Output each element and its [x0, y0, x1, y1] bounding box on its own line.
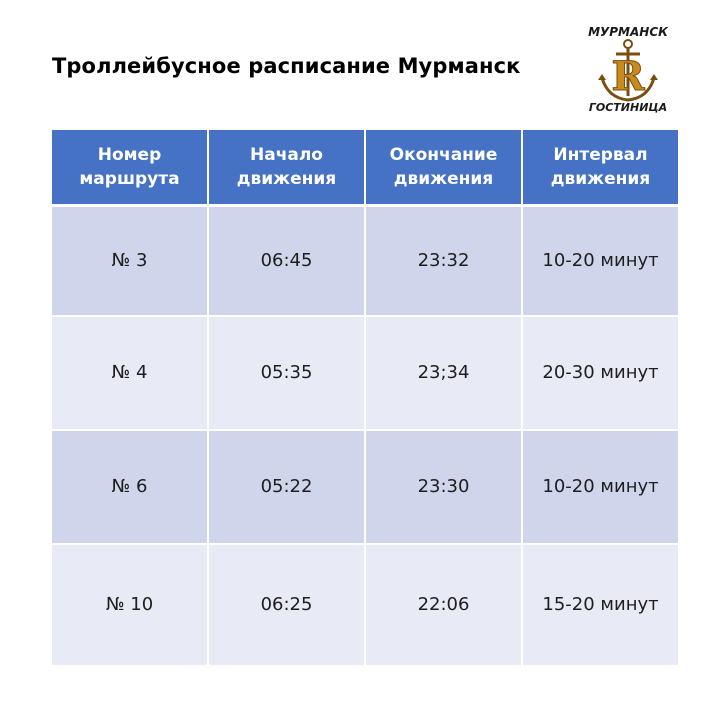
logo-top-text: МУРМАНСК: [588, 25, 668, 39]
header-end-line1: Окончание: [389, 145, 498, 165]
page-title: Троллейбусное расписание Мурманск: [52, 54, 521, 78]
logo-emblem-icon: [586, 22, 670, 116]
cell-interval: 10-20 минут: [522, 430, 679, 544]
cell-interval: 10-20 минут: [522, 206, 679, 316]
header-interval-line2: движения: [550, 169, 651, 189]
header-interval: [522, 129, 679, 206]
hotel-logo: [586, 22, 670, 116]
cell-start: 06:25: [208, 544, 365, 666]
header-start-line2: движения: [236, 169, 337, 189]
header-route-line2: маршрута: [79, 169, 180, 189]
header-end: [365, 129, 522, 206]
cell-route: № 3: [51, 206, 208, 316]
cell-end: 23:32: [365, 206, 522, 316]
cell-end: 22:06: [365, 544, 522, 666]
cell-start: 05:35: [208, 316, 365, 430]
table-row: [51, 430, 679, 544]
header-interval-line1: Интервал: [553, 145, 648, 165]
table-header-row: [51, 129, 679, 206]
logo-bottom-text: ГОСТИНИЦА: [588, 101, 668, 114]
header-start-line1: Начало: [250, 145, 323, 165]
cell-end: 23;34: [365, 316, 522, 430]
cell-route: № 6: [51, 430, 208, 544]
header-end-line2: движения: [393, 169, 494, 189]
cell-interval: 20-30 минут: [522, 316, 679, 430]
header-route: [51, 129, 208, 206]
header-start: [208, 129, 365, 206]
cell-route: № 4: [51, 316, 208, 430]
cell-end: 23:30: [365, 430, 522, 544]
cell-start: 05:22: [208, 430, 365, 544]
cell-route: № 10: [51, 544, 208, 666]
logo-letter: R: [611, 53, 645, 100]
table-row: [51, 206, 679, 316]
cell-start: 06:45: [208, 206, 365, 316]
header-route-line1: Номер: [97, 145, 162, 165]
table-row: [51, 544, 679, 666]
schedule-table: [50, 128, 680, 667]
cell-interval: 15-20 минут: [522, 544, 679, 666]
table-row: [51, 316, 679, 430]
